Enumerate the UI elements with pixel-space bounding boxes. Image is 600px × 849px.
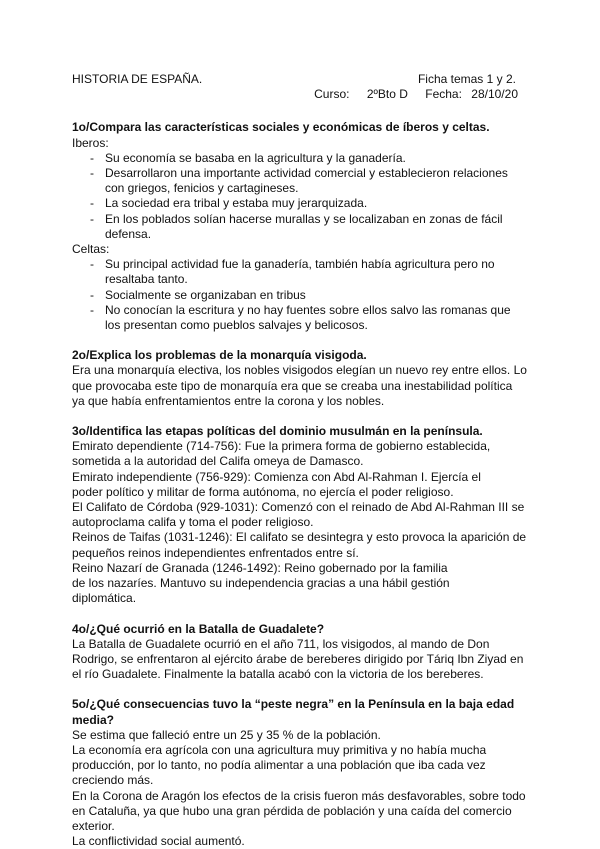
question-2-title: 2o/Explica los problemas de la monarquía visigoda. (72, 348, 367, 363)
iberos-list (72, 151, 528, 242)
celtas-label: Celtas: (72, 242, 110, 257)
question-4-title: 4o/¿Qué ocurrió en la Batalla de Guadalete? (72, 621, 325, 636)
document-title: HISTORIA DE ESPAÑA. (72, 72, 203, 86)
answer-line: pequeños reinos independientes enfrentados entre sí. (72, 545, 359, 560)
answer-line: diplomática. (72, 591, 137, 606)
answer-line: Emirato independiente (756-929): Comienza con Abd Al-Rahman I. Ejercía el (72, 469, 481, 484)
list-item: - Su principal actividad fue la ganadería, también había agricultura pero no resaltaba tanto. (72, 257, 528, 287)
answer-line: Reinos de Taifas (1031-1246): El califato se desintegra y esto provoca la aparición de (72, 530, 527, 545)
question-1 (72, 120, 528, 333)
list-item: - La sociedad era tribal y estaba muy jerarquizada. (72, 196, 528, 211)
celtas-list (72, 257, 528, 333)
question-1-title: 1o/Compara las características sociales y económicas de íberos y celtas. (72, 120, 490, 135)
answer-line: El Califato de Córdoba (929-1031): Comenzó con el reinado de Abd Al-Rahman III se (72, 500, 525, 515)
question-2 (72, 348, 528, 409)
header-row (72, 72, 528, 87)
list-item: - Socialmente se organizaban en tribus (72, 288, 528, 303)
fecha-value: 28/10/20 (471, 87, 518, 102)
question-5-title: 5o/¿Qué consecuencias tuvo la “peste negra” en la Península en la baja edad media? (72, 697, 515, 727)
list-item: - No conocían la escritura y no hay fuentes sobre ellos salvo las romanas que los presentan como pueblos salvajes y belicosos. (72, 303, 528, 333)
answer-line: de los nazaríes. Mantuvo su independencia gracias a una hábil gestión (72, 576, 450, 591)
answer-line: sometida a la autoridad del Califa omeya de Damasco. (72, 454, 364, 469)
answer-line: Reino Nazarí de Granada (1246-1492): Reino gobernado por la familia (72, 560, 448, 575)
question-5 (72, 697, 528, 849)
fecha-label: Fecha: (425, 87, 462, 102)
question-4 (72, 622, 528, 683)
answer-paragraph: La conflictividad social aumentó. (72, 834, 245, 849)
ficha-label: Ficha temas 1 y 2. (417, 72, 516, 86)
answer-line: Emirato dependiente (714-756): Fue la primera forma de gobierno establecida, (72, 439, 491, 454)
answer-line: autoproclama califa y toma el poder religioso. (72, 515, 314, 530)
header-course-row (72, 87, 528, 102)
iberos-label: Iberos: (72, 135, 109, 150)
question-3-title: 3o/Identifica las etapas políticas del dominio musulmán en la península. (72, 424, 483, 439)
question-4-answer: La Batalla de Guadalete ocurrió en el año 711, los visigodos, al mando de Don Rodrigo, se enfrentaron al ejército árabe de bereberes dirigido por Táriq Ibn Ziyad en el río Guadalete. Finalmente la batalla acabó con la victoria de los bereberes. (72, 636, 524, 682)
answer-paragraph: En la Corona de Aragón los efectos de la crisis fueron más desfavorables, sobre todo en Cataluña, ya que hubo una gran pérdida de población y una caída del comercio exterior. (72, 788, 526, 833)
list-item: - En los poblados solían hacerse murallas y se localizaban en zonas de fácil defensa. (72, 212, 528, 242)
question-2-answer: Era una monarquía electiva, los nobles visigodos elegían un nuevo rey entre ellos. Lo que provocaba este tipo de monarquía era que se creaba una inestabilidad política ya que había enfrentamientos entre la corona y los nobles. (72, 363, 527, 408)
answer-line: poder político y militar de forma autónoma, no ejercía el poder religioso. (72, 484, 454, 499)
list-item: - Su economía se basaba en la agricultura y la ganadería. (72, 151, 528, 166)
answer-paragraph: Se estima que falleció entre un 25 y 35 % de la población. (72, 727, 381, 742)
list-item: - Desarrollaron una importante actividad comercial y establecieron relaciones con griegos, fenicios y cartagineses. (72, 166, 528, 196)
question-3 (72, 424, 528, 606)
answer-paragraph: La economía era agrícola con una agricultura muy primitiva y no había mucha producción, por lo tanto, no podía alimentar a una población que iba cada vez creciendo más. (72, 742, 487, 788)
document-page (72, 72, 528, 849)
curso-value: 2ºBto D (366, 87, 408, 102)
curso-label: Curso: (314, 87, 350, 102)
